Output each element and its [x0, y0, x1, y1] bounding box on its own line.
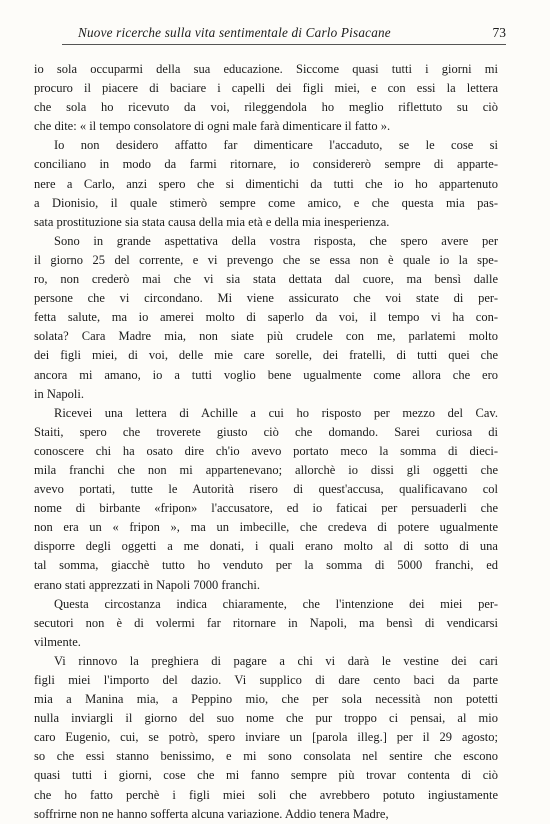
text-line: so che essi stanno benissimo, e mi sono consolata nel sentire che escono: [34, 749, 498, 764]
paragraph: [34, 136, 498, 231]
paragraph: [34, 652, 498, 824]
page-number: 73: [492, 25, 506, 40]
text-line: fetta salute, ma io amerei molto di saperlo da voi, il tempo vi ha con-: [34, 310, 498, 325]
text-line: io sola occuparmi della sua educazione. Siccome quasi tutti i giorni mi: [34, 62, 498, 76]
text-line: Vi rinnovo la preghiera di pagare a chi vi darà le vestine dei cari: [54, 653, 498, 668]
running-header: [62, 22, 506, 45]
text-line: avevo portati, tutte le Autorità risero di quest'accusa, qualificavano col: [34, 482, 498, 497]
text-line: figli miei l'importo del dazio. Vi supplico di dare cento baci da parte: [34, 673, 498, 687]
text-line: che dite: « il tempo consolatore di ogni male farà dimenticare il fatto ».: [34, 119, 391, 134]
text-line: dei figli miei, di voi, delle mie care sorelle, dei fratelli, di tutti quei che: [34, 348, 498, 363]
text-line: mila franchi che non mi appartenevano; allorchè io dissi gli oggetti che: [34, 462, 498, 477]
text-line: solata? Cara Madre mia, non siate più crudele con me, parlatemi molto: [34, 329, 498, 344]
text-line: conciliano in modo da farmi ritornare, io considererò sempre di apparte-: [34, 157, 498, 172]
text-line: caro Eugenio, cui, se potrò, spero inviare un [parola illeg.] per il 29 agosto;: [34, 730, 498, 745]
text-line: disporre degli oggetti a me donati, i quali erano molto al di sotto di una: [34, 539, 498, 554]
text-line: sata prostituzione sia stata causa della mia età e della mia inesperienza.: [34, 214, 390, 229]
text-line: Io non desidero affatto far dimenticare l'accaduto, se le cose si: [54, 138, 498, 153]
text-line: Questa circostanza indica chiaramente, che l'intenzione dei miei per-: [54, 596, 498, 611]
paragraph: [34, 595, 498, 652]
text-line: procuro il piacere di baciare i capelli dei figli miei, e con essi la lettera: [34, 81, 498, 96]
text-line: conoscere chi ha osato dire ch'io avevo portato meco la somma di dieci-: [34, 443, 498, 458]
text-line: ro, non crederò mai che vi sia stata dettata dal cuore, ma bensì dalle: [34, 272, 498, 287]
text-line: vilmente.: [34, 634, 81, 649]
text-line: quasi tutti i giorni, cose che mi fanno sempre più trovar contenta di ciò: [34, 768, 498, 783]
paragraph: [34, 232, 498, 404]
text-line: tal somma, giacchè tutto ho venduto per la somma di 5000 franchi, ed: [34, 558, 498, 573]
text-line: secutori non è di volermi far ritornare in Napoli, ma bensì di vendicarsi: [34, 615, 498, 630]
text-line: persone che vi circondano. Mi viene assicurato che voi state di per-: [34, 291, 498, 306]
text-line: Sono in grande aspettativa della vostra risposta, che spero avere per: [54, 233, 498, 248]
text-line: in Napoli.: [34, 386, 84, 401]
text-line: che ho fatto perchè i figli miei soli che avrebbero potuto ingiustamente: [34, 787, 498, 802]
running-title: Nuove ricerche sulla vita sentimentale di Carlo Pisacane: [78, 25, 391, 40]
body-text: [34, 60, 498, 824]
text-line: nome di birbante «fripon» l'accusatore, ed io faticai per persuaderli che: [34, 501, 498, 516]
text-line: Staiti, spero che troverete giusto ciò che domando. Sarei curiosa di: [34, 424, 498, 439]
text-line: non era un « fripon », ma un imbecille, che credeva di potere ugualmente: [34, 520, 498, 535]
text-line: ancora mi amano, io a tutti voglio bene ugualmente come allora che ero: [34, 367, 498, 382]
text-line: Ricevei una lettera di Achille a cui ho risposto per mezzo del Cav.: [54, 405, 498, 420]
text-line: mia a Manina mia, a Peppino mio, che per sola necessità non potetti: [34, 692, 498, 707]
text-line: il giorno 25 del corrente, e vi prevengo che se essa non è quale io la spe-: [34, 252, 498, 267]
text-line: soffrirne non ne hanno sofferta alcuna variazione. Addio tenera Madre,: [34, 806, 389, 821]
text-line: nere a Carlo, anzi spero che si dimentichi da tutti che io ho appartenuto: [34, 176, 498, 191]
text-line: che sola ho ricevuto da voi, rileggendola ho meglio riflettuto su ciò: [34, 100, 498, 115]
paragraph: [34, 404, 498, 595]
paragraph: [34, 60, 498, 136]
text-line: a Dionisio, il quale stimerò sempre come amico, e che questa mia pas-: [34, 195, 498, 210]
text-line: erano stati apprezzati in Napoli 7000 franchi.: [34, 577, 260, 592]
text-line: nulla inviargli il giorno del suo nome che pur troppo ci pensai, al mio: [34, 711, 498, 726]
